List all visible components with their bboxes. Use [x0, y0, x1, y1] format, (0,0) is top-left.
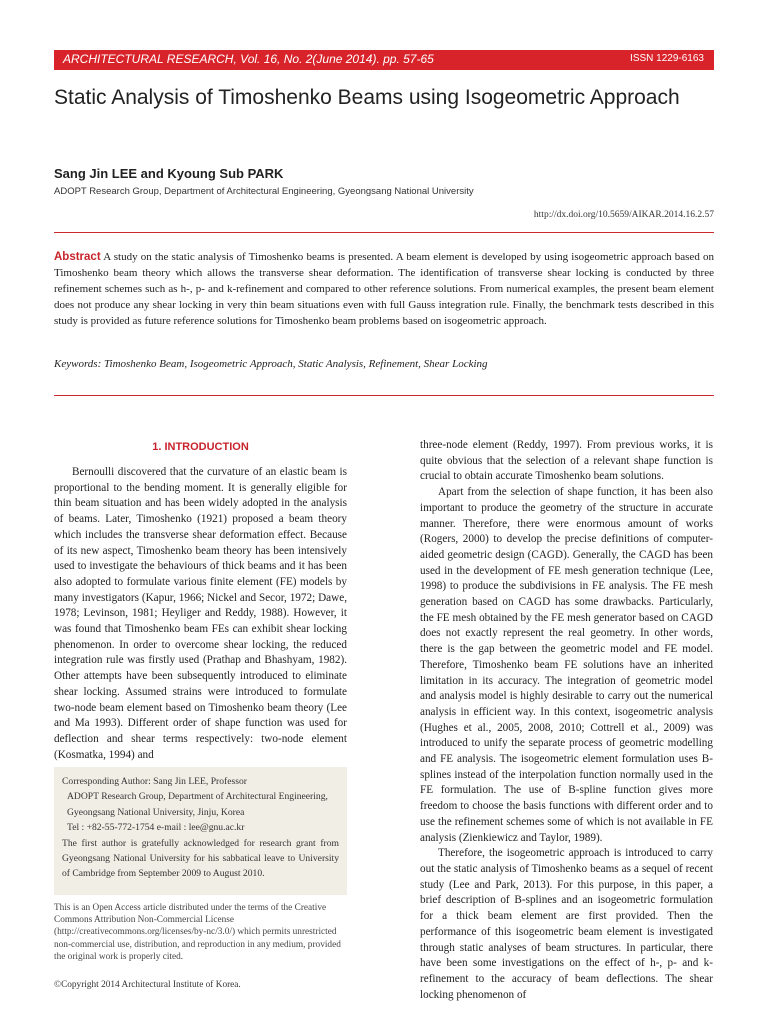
left-column — [54, 465, 347, 763]
author-affiliation: ADOPT Research Group, Department of Architectural Engineering, Gyeongsang National University — [54, 186, 474, 197]
paper-title: Static Analysis of Timoshenko Beams using Isogeometric Approach — [54, 86, 680, 109]
abstract-text: A study on the static analysis of Timoshenko beams is presented. A beam element is developed by using isogeometric approach based on Timoshenko beam theory which allows the transverse shear deformation. The identification of transverse shear locking is conducted by three refinement schemes such as h-, p- and k-refinement and compared to other reference solutions. From numerical examples, the present beam element does not produce any shear locking in very thin beam situations even with full Gauss integration rule. Finally, the benchmark tests described in this study is provided as future reference solutions for Timoshenko beam problems based on isogeometric approach. — [54, 251, 714, 327]
divider-bottom — [54, 395, 714, 396]
abstract-label: Abstract — [54, 251, 101, 263]
corr-author-line: Corresponding Author: Sang Jin LEE, Professor — [62, 776, 247, 787]
keywords: Keywords: Timoshenko Beam, Isogeometric Approach, Static Analysis, Refinement, Shear Locking — [54, 358, 488, 370]
right-column — [420, 438, 713, 1003]
corresponding-author-box — [54, 767, 347, 895]
section-heading-introduction: 1. INTRODUCTION — [152, 441, 249, 453]
intro-paragraph-3: Apart from the selection of shape function, it has been also important to produce the geometry of the structure in accurate manner. Therefore, there were enormous amount of works (Rogers, 2000) to develop the precise definitions of computer-aided geometric design (CAGD). Generally, the CAGD has been used in the development of FE mesh generation technique (Lee, 1998) to produce the subdivisions in FE analysis. The FE mesh generation based on CAGD has some drawbacks. Particularly, the FE mesh obtained by the FE mesh generator based on CAGD does not exactly represent the real geometry. In other words, there is the gap between the geometric model and FE model. Therefore, Timoshenko beam FE solutions have an inherited limitation in its accuracy. The integration of geometric model and analysis model is highly desirable to carry out the numerical analysis in efficient way. In this context, isogeometric analysis (Hughes et al., 2005, 2008, 2010; Cottrell et al., 2009) was introduced to unify the separate process of geometric modelling and FE analysis. The isogeometric element formulation uses B-splines instead of the interpolation function normally used in the FE formulation. The use of B-spline function gives more freedom to choose the basis functions with different order and to use the refinement schemes some of which is not available in FE analysis (Zienkiewicz and Taylor, 1989). — [420, 486, 713, 844]
intro-paragraph-2: three-node element (Reddy, 1997). From previous works, it is quite obvious that the selection of a relevant shape function is crucial to obtain accurate Timoshenko beam solutions. — [420, 439, 713, 483]
corr-dept-line: ADOPT Research Group, Department of Architectural Engineering, — [67, 791, 328, 803]
intro-paragraph-4: Therefore, the isogeometric approach is introduced to carry out the static analysis of Timoshenko beams as a sequel of recent study (Lee and Park, 2013). For this purpose, in this paper, a brief description of B-splines and an isogeometric formulation for a thick beam element are first provided. Then the performance of this isogeometric beam element is investigated through static analyses of beam structures. In particular, there have been some investigations on the effect of h-, p- and k-refinement to the accuracy of beam deflections. The shear locking phenomenon of — [420, 847, 713, 1001]
abstract — [54, 249, 714, 329]
corr-contact-line: Tel : +82-55-772-1754 e-mail : lee@gnu.ac.kr — [67, 822, 245, 834]
author-list: Sang Jin LEE and Kyoung Sub PARK — [54, 166, 284, 181]
copyright-notice: ©Copyright 2014 Architectural Institute of Korea. — [54, 980, 241, 990]
corr-acknowledgement: The first author is gratefully acknowledged for research grant from Gyeongsang National University for his sabbatical leave to University of Cambridge from September 2009 to August 2010. — [62, 837, 339, 880]
license-notice: This is an Open Access article distributed under the terms of the Creative Commons Attribution Non-Commercial License (http://creativecommons.org/licenses/by-nc/3.0/) which permits unrestricted non-commercial use, distribution, and reproduction in any medium, provided the original work is properly cited. — [54, 903, 341, 962]
corr-univ-line: Gyeongsang National University, Jinju, Korea — [67, 806, 245, 818]
intro-paragraph-1: Bernoulli discovered that the curvature of an elastic beam is proportional to the bending moment. It is generally eligible for thin beam situation and has been widely adopted in the analysis of beams. Later, Timoshenko (1921) proposed a beam theory which includes the transverse shear deformation effect. Because of its new aspect, Timoshenko beam theory has been intensively used to investigate the behaviours of thick beams and it has been also adopted to formulate various finite element (FE) models by many investigators (Kapur, 1966; Nickel and Secor, 1972; Dawe, 1978; Levinson, 1981; Heyliger and Reddy, 1988). However, it was found that Timoshenko beam FEs can exhibit shear locking phenomenon. In order to overcome shear locking, the reduced integration rule was firstly used (Prathap and Bhashyam, 1982). Other attempts have been subsequently introduced to eliminate shear locking. Assumed strains were introduced to formulate two-node beam element based on Timoshenko beam theory (Lee and Ma 1993). Different order of shape function was used for deflection and shear terms respectively: two-node element (Kosmatka, 1994) and — [54, 466, 347, 761]
issn-number: ISSN 1229-6163 — [630, 53, 704, 64]
journal-header-bar — [54, 50, 714, 70]
journal-citation: ARCHITECTURAL RESEARCH, Vol. 16, No. 2(June 2014). pp. 57-65 — [63, 52, 434, 66]
divider-top — [54, 232, 714, 233]
doi-link[interactable]: http://dx.doi.org/10.5659/AIKAR.2014.16.2.57 — [533, 210, 714, 220]
